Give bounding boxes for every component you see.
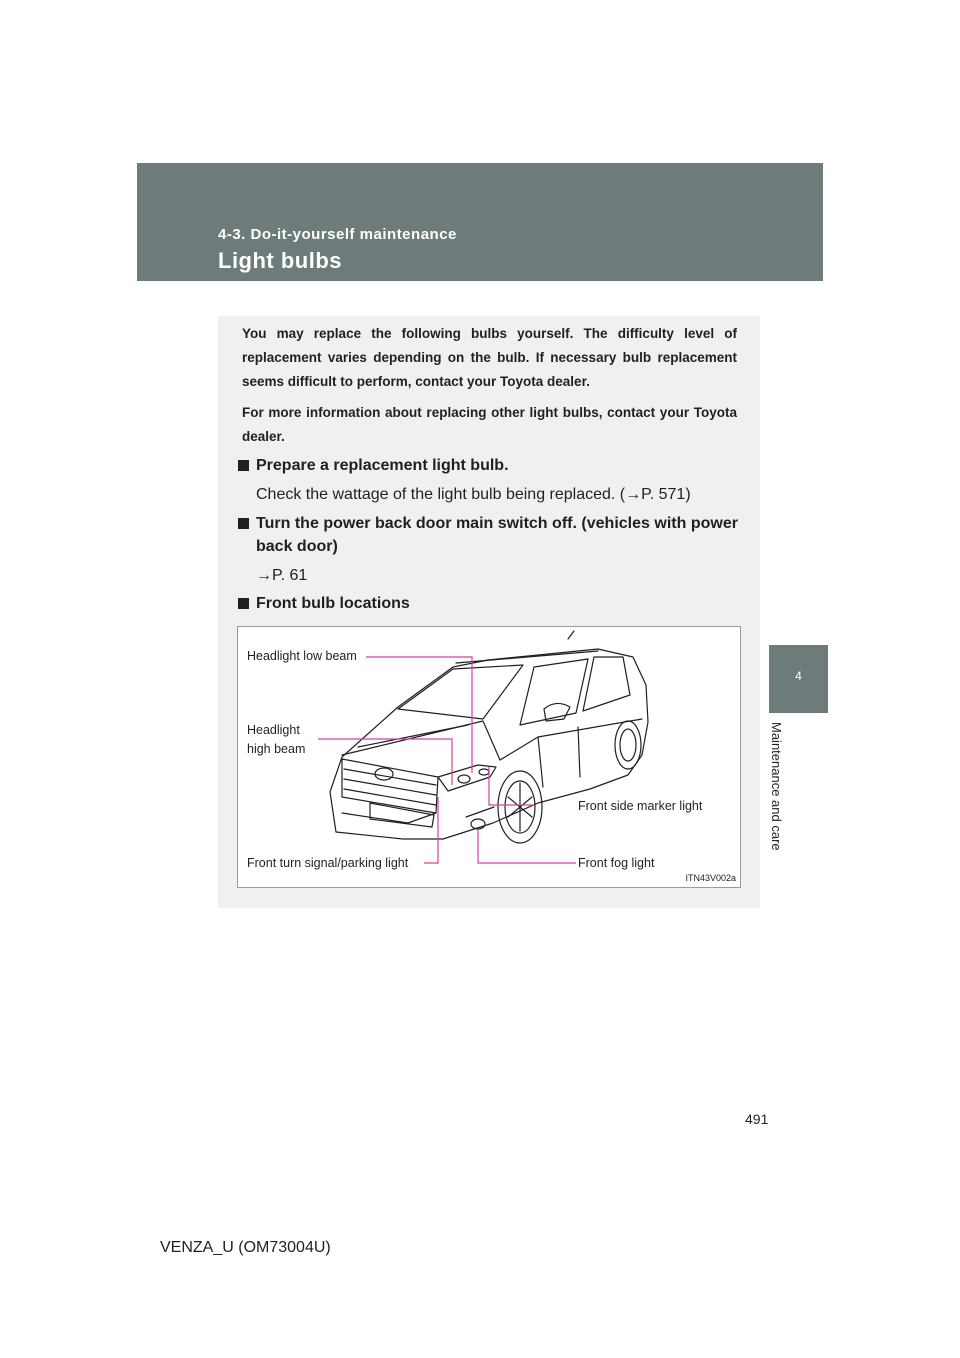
content-panel [218, 316, 760, 908]
section-header [137, 163, 823, 281]
document-code: VENZA_U (OM73004U) [160, 1239, 331, 1256]
list-item [238, 512, 738, 587]
figure-code: ITN43V002a [685, 873, 736, 883]
item-body: Check the wattage of the light bulb being replaced. (→P. 571) [256, 486, 691, 503]
square-bullet-icon [238, 598, 249, 609]
list-item [238, 592, 738, 615]
callout-front-side-marker-light: Front side marker light [578, 799, 703, 813]
chapter-tab [769, 645, 828, 713]
item-heading: Prepare a replacement light bulb. [256, 457, 509, 474]
item-body: →P. 61 [256, 567, 308, 584]
car-illustration [238, 627, 740, 887]
callout-front-fog-light: Front fog light [578, 856, 655, 870]
square-bullet-icon [238, 518, 249, 529]
page-title: Light bulbs [218, 248, 343, 273]
chapter-number: 4 [795, 669, 802, 683]
bulb-locations-figure [237, 626, 741, 888]
callout-headlight-low-beam: Headlight low beam [247, 649, 357, 663]
callout-front-turn-signal-parking-light: Front turn signal/parking light [247, 856, 409, 870]
item-heading: Turn the power back door main switch off. (vehicles with power back door) [256, 515, 738, 555]
callout-headlight-high-beam: high beam [247, 742, 306, 756]
square-bullet-icon [238, 460, 249, 471]
list-item [238, 454, 738, 506]
chapter-caption-text: Maintenance and care [769, 722, 784, 851]
page-number: 491 [745, 1111, 769, 1127]
item-heading: Front bulb locations [256, 595, 410, 612]
section-label: 4-3. Do-it-yourself maintenance [218, 226, 457, 243]
callout-headlight-high-beam: Headlight [247, 723, 300, 737]
intro-paragraph: You may replace the following bulbs yourself. The difficulty level of replacement varies depending on the bulb. If necessary bulb replacement seems difficult to perform, contact your Toyota dealer. [242, 326, 737, 389]
chapter-caption [765, 722, 785, 872]
intro-paragraph: For more information about replacing other light bulbs, contact your Toyota dealer. [242, 405, 737, 444]
intro-text [242, 322, 737, 456]
